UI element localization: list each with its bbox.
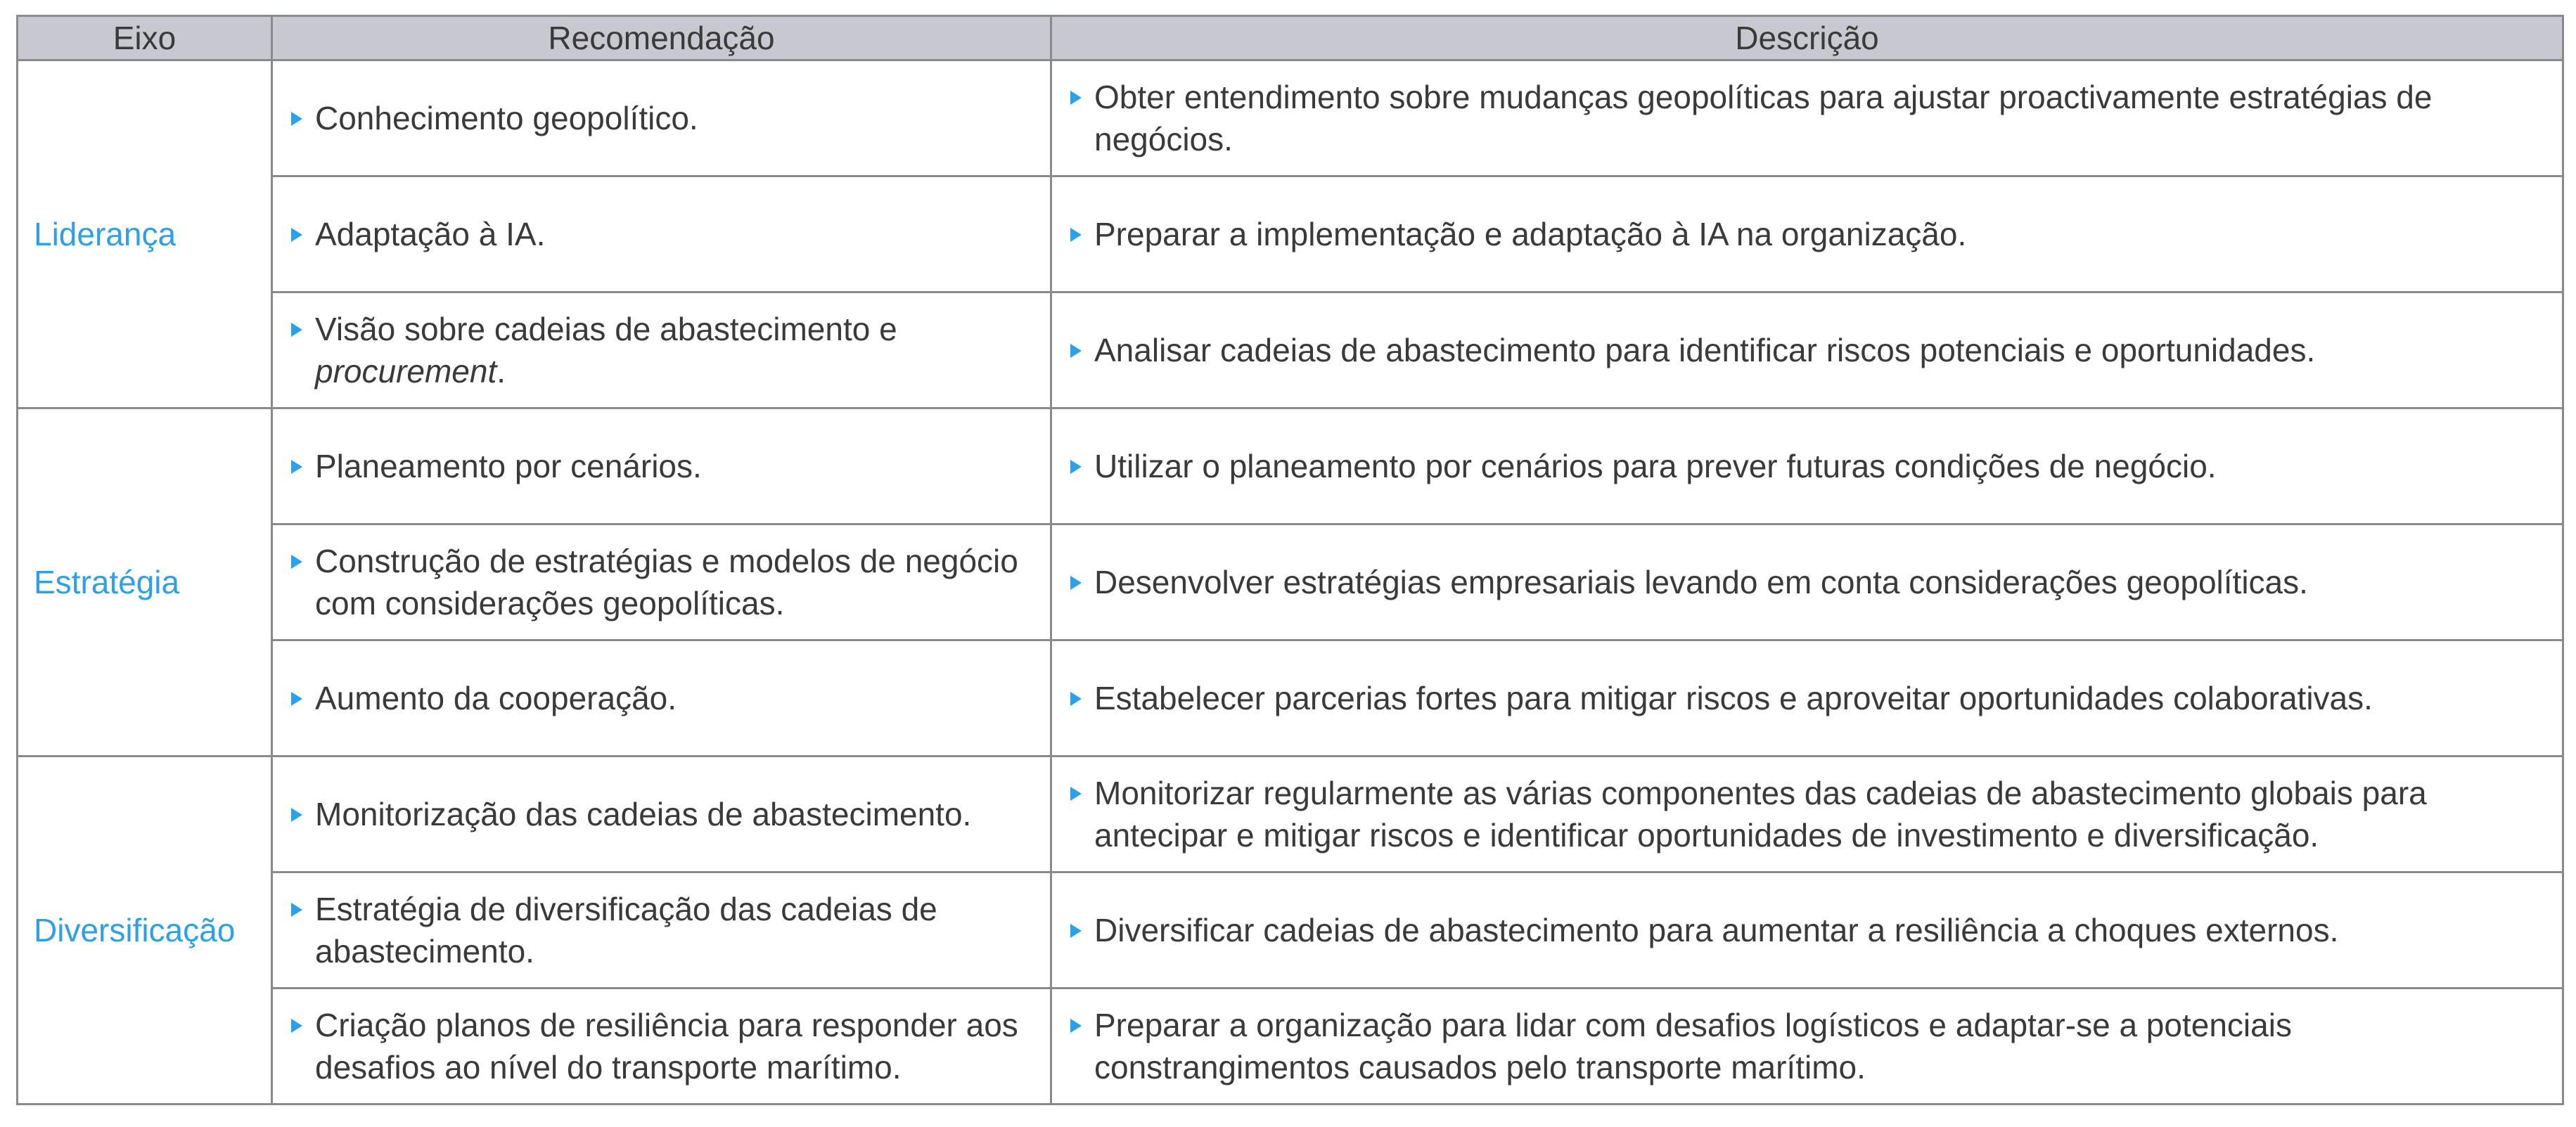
recommendations-table <box>16 15 2564 1105</box>
recommendation-text: Estratégia de diversificação das cadeias de abastecimento. <box>315 891 937 970</box>
recommendation-text: Visão sobre cadeias de abastecimento e <box>315 311 897 347</box>
bullet-icon <box>1070 91 1082 105</box>
recommendation-cell <box>272 176 1051 292</box>
description-text: Desenvolver estratégias empresariais levando em conta considerações geopolíticas. <box>1094 564 2308 600</box>
bullet-icon <box>1070 787 1082 801</box>
header-row <box>18 16 2563 60</box>
description-text: Preparar a organização para lidar com desafios logísticos e adaptar-se a potenciais constrangimentos causados pelo transporte marítimo. <box>1094 1007 2292 1086</box>
recommendation-cell <box>272 872 1051 988</box>
description-text: Analisar cadeias de abastecimento para identificar riscos potenciais e oportunidades. <box>1094 332 2316 368</box>
bullet-icon <box>291 112 302 126</box>
recommendation-text: Monitorização das cadeias de abastecimento. <box>315 796 972 832</box>
recommendation-cell <box>272 524 1051 640</box>
table-row <box>18 60 2563 176</box>
bullet-icon <box>291 228 302 242</box>
recommendation-text: Aumento da cooperação. <box>315 680 677 716</box>
recommendation-cell <box>272 640 1051 756</box>
axis-diversificacao: Diversificação <box>18 756 272 1105</box>
recommendation-italic-term: procurement <box>315 353 497 389</box>
description-cell <box>1051 640 2563 756</box>
header-axis: Eixo <box>18 16 272 60</box>
bullet-icon <box>291 808 302 822</box>
recommendation-text: Criação planos de resiliência para responder aos desafios ao nível do transporte marítimo. <box>315 1007 1018 1086</box>
bullet-icon <box>291 555 302 569</box>
recommendation-text: Planeamento por cenários. <box>315 448 702 484</box>
description-text: Estabelecer parcerias fortes para mitigar riscos e aproveitar oportunidades colaborativas. <box>1094 680 2373 716</box>
bullet-icon <box>291 1019 302 1033</box>
description-cell <box>1051 756 2563 872</box>
description-cell <box>1051 872 2563 988</box>
recommendation-text: Construção de estratégias e modelos de negócio com considerações geopolíticas. <box>315 543 1018 622</box>
axis-estrategia: Estratégia <box>18 408 272 756</box>
description-cell <box>1051 292 2563 408</box>
description-cell <box>1051 524 2563 640</box>
bullet-icon <box>1070 344 1082 358</box>
description-text: Preparar a implementação e adaptação à IA na organização. <box>1094 216 1967 252</box>
bullet-icon <box>291 903 302 917</box>
header-recommendation: Recomendação <box>272 16 1051 60</box>
table-row <box>18 408 2563 524</box>
description-cell <box>1051 988 2563 1105</box>
recommendation-cell <box>272 988 1051 1105</box>
header-description: Descrição <box>1051 16 2563 60</box>
description-text: Monitorizar regularmente as várias componentes das cadeias de abastecimento globais para antecipar e mitigar riscos e identificar oportunidades de investimento e diversificação. <box>1094 775 2427 854</box>
recommendation-cell <box>272 756 1051 872</box>
table-row <box>18 640 2563 756</box>
recommendation-cell <box>272 292 1051 408</box>
bullet-icon <box>1070 1019 1082 1033</box>
table-row <box>18 756 2563 872</box>
bullet-icon <box>291 323 302 337</box>
table-row <box>18 176 2563 292</box>
recommendation-cell <box>272 60 1051 176</box>
bullet-icon <box>1070 576 1082 590</box>
axis-lideranca: Liderança <box>18 60 272 408</box>
description-text: Utilizar o planeamento por cenários para prever futuras condições de negócio. <box>1094 448 2217 484</box>
description-cell <box>1051 60 2563 176</box>
recommendation-text: Conhecimento geopolítico. <box>315 100 698 136</box>
description-cell <box>1051 408 2563 524</box>
table-row <box>18 872 2563 988</box>
bullet-icon <box>291 460 302 474</box>
bullet-icon <box>1070 228 1082 242</box>
table-row <box>18 988 2563 1105</box>
description-text: Obter entendimento sobre mudanças geopolíticas para ajustar proactivamente estratégias de negócios. <box>1094 79 2433 157</box>
recommendation-period: . <box>496 353 506 389</box>
description-cell <box>1051 176 2563 292</box>
description-text: Diversificar cadeias de abastecimento para aumentar a resiliência a choques externos. <box>1094 912 2339 948</box>
recommendation-text: Adaptação à IA. <box>315 216 546 252</box>
table-row <box>18 524 2563 640</box>
bullet-icon <box>291 692 302 706</box>
bullet-icon <box>1070 692 1082 706</box>
bullet-icon <box>1070 460 1082 474</box>
bullet-icon <box>1070 924 1082 938</box>
table-row <box>18 292 2563 408</box>
recommendation-cell <box>272 408 1051 524</box>
